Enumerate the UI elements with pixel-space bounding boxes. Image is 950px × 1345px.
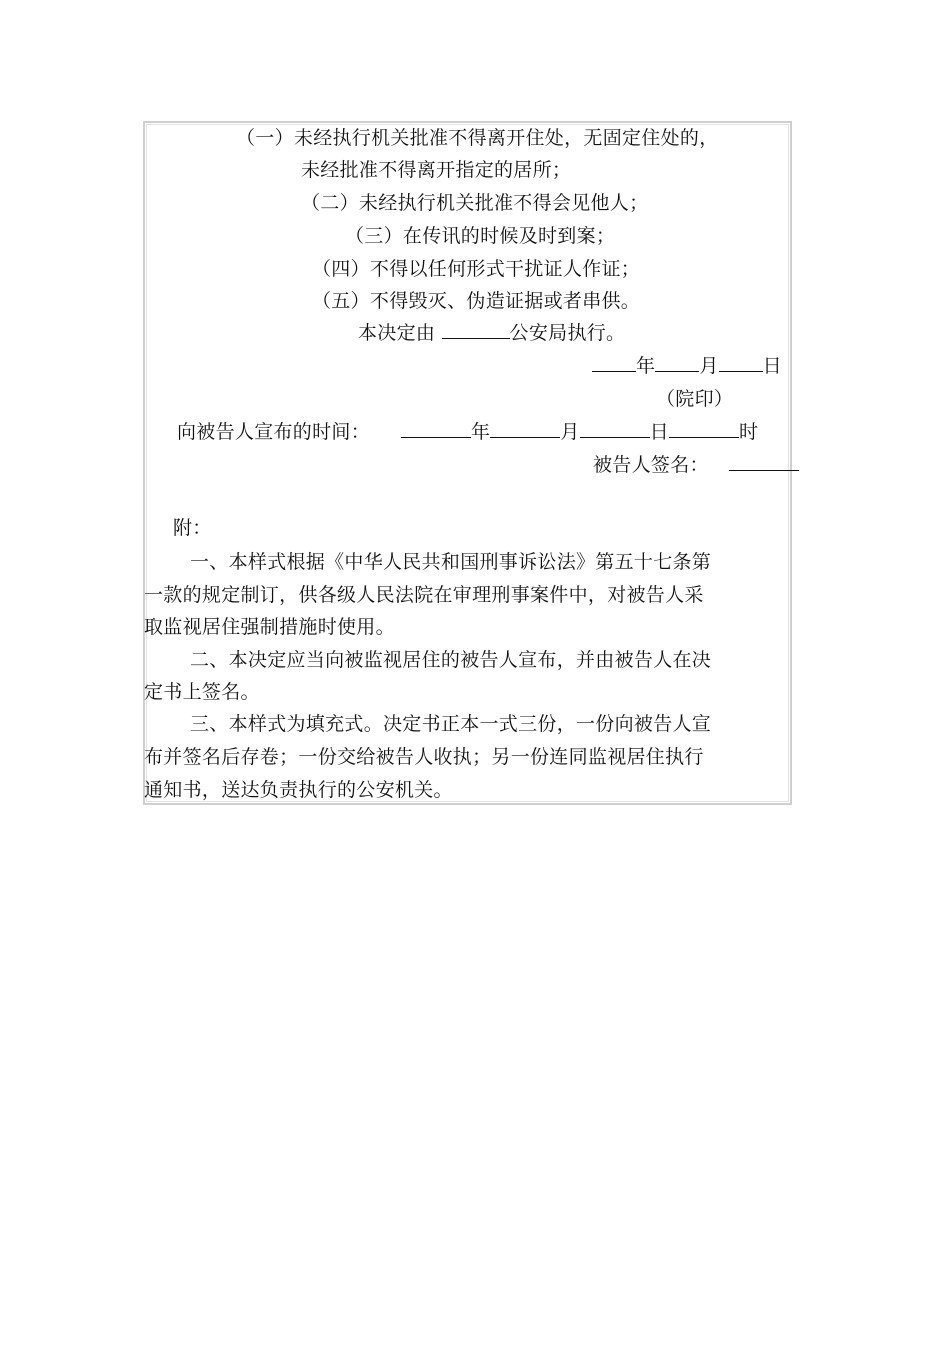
signature-label: 被告人签名：	[593, 454, 709, 476]
police-bureau-blank[interactable]	[442, 321, 510, 339]
announce-year-label: 年	[471, 421, 491, 443]
year-blank[interactable]	[592, 354, 636, 372]
announce-hour-label: 时	[738, 421, 759, 443]
announce-hour-blank[interactable]	[669, 420, 739, 438]
execution-line	[358, 321, 625, 345]
announce-day-label: 日	[649, 421, 669, 443]
note-2-line-2: 定书上签名。	[144, 681, 260, 703]
court-seal: （院印）	[656, 388, 734, 410]
day-blank[interactable]	[719, 354, 763, 372]
condition-3: （三）在传讯的时候及时到案；	[345, 225, 616, 247]
execution-prefix: 本决定由	[358, 322, 436, 344]
note-2-line-1: 二、本决定应当向被监视居住的被告人宣布，并由被告人在决	[190, 649, 712, 671]
condition-4: （四）不得以任何形式干扰证人作证；	[312, 258, 641, 280]
notes-heading: 附：	[173, 517, 212, 539]
month-blank[interactable]	[655, 354, 699, 372]
year-label: 年	[636, 355, 656, 377]
note-3-line-1: 三、本样式为填充式。决定书正本一式三份，一份向被告人宣	[190, 713, 712, 735]
announce-month-blank[interactable]	[490, 420, 560, 438]
announce-month-label: 月	[560, 421, 580, 443]
month-label: 月	[699, 355, 719, 377]
condition-5: （五）不得毁灭、伪造证据或者串供。	[312, 290, 641, 312]
note-1-line-3: 取监视居住强制措施时使用。	[144, 616, 395, 638]
decision-date	[592, 354, 782, 378]
announce-day-blank[interactable]	[580, 420, 650, 438]
execution-suffix: 公安局执行。	[509, 322, 626, 344]
announce-time-label: 向被告人宣布的时间：	[177, 421, 371, 443]
condition-2: （二）未经执行机关批准不得会见他人；	[301, 192, 649, 214]
signature-line	[593, 453, 799, 477]
note-3-line-2: 布并签名后存卷；一份交给被告人收执；另一份连同监视居住执行	[144, 746, 704, 768]
note-1-line-1: 一、本样式根据《中华人民共和国刑事诉讼法》第五十七条第	[190, 551, 712, 573]
announce-year-blank[interactable]	[401, 420, 471, 438]
condition-1-line-2: 未经批准不得离开指定的居所；	[301, 159, 572, 181]
day-label: 日	[762, 355, 782, 377]
announce-time	[401, 420, 758, 444]
signature-blank[interactable]	[729, 453, 799, 471]
note-3-line-3: 通知书，送达负责执行的公安机关。	[144, 779, 453, 801]
note-1-line-2: 一款的规定制订，供各级人民法院在审理刑事案件中，对被告人采	[144, 584, 704, 606]
condition-1-line-1: （一）未经执行机关批准不得离开住处，无固定住处的，	[236, 127, 719, 149]
